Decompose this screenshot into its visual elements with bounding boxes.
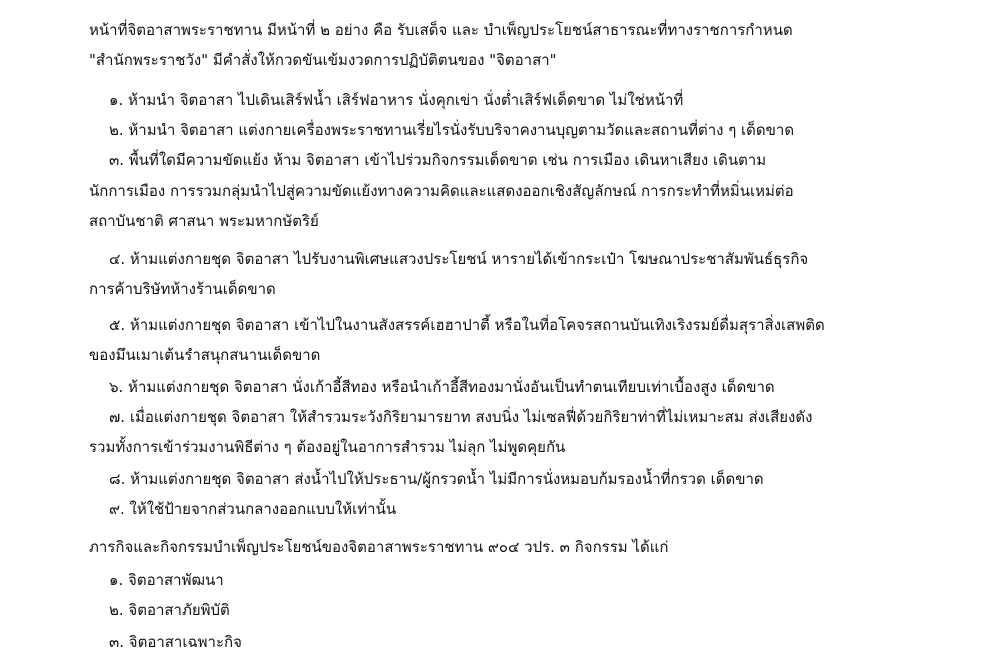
mission-3: ๓. จิตอาสาเฉพาะกิจ — [109, 633, 242, 651]
rule-5-line-2: ของมึนเมาเต้นรำสนุกสนานเด็ดขาด — [89, 346, 321, 364]
rule-1: ๑. ห้ามนำ จิตอาสา ไปเดินเสิร์ฟน้ำ เสิร์ฟอาหาร นั่งคุกเข่า นั่งต่ำเสิร์ฟเด็ดขาด ไม่ใช่หน้าที่ — [109, 91, 684, 109]
rule-3-line-1: ๓. พื้นที่ใดมีความขัดแย้ง ห้าม จิตอาสา เข้าไปร่วมกิจกรรมเด็ดขาด เช่น การเมือง เดินหาเสียง เดินตาม — [109, 151, 767, 169]
mission-1: ๑. จิตอาสาพัฒนา — [109, 571, 224, 589]
rule-7-line-1: ๗. เมื่อแต่งกายชุด จิตอาสา ให้สำรวมระวังกิริยามารยาท สงบนิ่ง ไม่เซลฟี่ด้วยกิริยาท่าที่ไม่เหมาะสม ส่งเสียงดัง — [109, 408, 813, 426]
rule-4-line-1: ๔. ห้ามแต่งกายชุด จิตอาสา ไปรับงานพิเศษแสวงประโยชน์ หารายได้เข้ากระเป๋า โฆษณาประชาสัมพันธ์ธุรกิจ — [109, 250, 809, 268]
rule-2: ๒. ห้ามนำ จิตอาสา แต่งกายเครื่องพระราชทานเรี่ยไรนั่งรับบริจาคงานบุญตามวัดและสถานที่ต่าง ๆ เด็ดขาด — [109, 121, 795, 139]
rule-4-line-2: การค้าบริษัทห้างร้านเด็ดขาด — [89, 280, 276, 298]
mission-2: ๒. จิตอาสาภัยพิบัติ — [109, 601, 230, 619]
intro-line-1: หน้าที่จิตอาสาพระราชทาน มีหน้าที่ ๒ อย่าง คือ รับเสด็จ และ บำเพ็ญประโยชน์สาธารณะที่ทางราชการกำหนด — [89, 21, 793, 39]
rule-8: ๘. ห้ามแต่งกายชุด จิตอาสา ส่งน้ำไปให้ประธาน/ผู้กรวดน้ำ ไม่มีการนั่งหมอบก้มรองน้ำที่กรวด เด็ดขาด — [109, 470, 764, 488]
missions-heading: ภารกิจและกิจกรรมบำเพ็ญประโยชน์ของจิตอาสาพระราชทาน ๙๐๔ วปร. ๓ กิจกรรม ได้แก่ — [89, 538, 669, 556]
rule-5-line-1: ๕. ห้ามแต่งกายชุด จิตอาสา เข้าไปในงานสังสรรค์เฮฮาปาตี้ หรือในที่อโคจรสถานบันเทิงเริงรมย์ดื่มสุราสิ่งเสพติด — [109, 316, 825, 334]
rule-6: ๖. ห้ามแต่งกายชุด จิตอาสา นั่งเก้าอี้สีทอง หรือนำเก้าอี้สีทองมานั่งอันเป็นทำตนเทียบเท่าเบื้องสูง เด็ดขาด — [109, 378, 775, 396]
rule-3-line-2: นักการเมือง การรวมกลุ่มนำไปสู่ความขัดแย้งทางความคิดและแสดงออกเชิงสัญลักษณ์ การกระทำที่หมิ่นเหม่ต่อ — [89, 182, 794, 200]
rule-7-line-2: รวมทั้งการเข้าร่วมงานพิธีต่าง ๆ ต้องอยู่ในอาการสำรวม ไม่ลุก ไม่พูดคุยกัน — [89, 438, 566, 456]
rule-3-line-3: สถาบันชาติ ศาสนา พระมหากษัตริย์ — [89, 212, 319, 230]
rule-9: ๙. ให้ใช้ป้ายจากส่วนกลางออกแบบให้เท่านั้น — [109, 500, 397, 518]
intro-line-2: "สำนักพระราชวัง" มีคำสั่งให้กวดขันเข้มงวดการปฏิบัติตนของ "จิตอาสา" — [89, 51, 557, 69]
